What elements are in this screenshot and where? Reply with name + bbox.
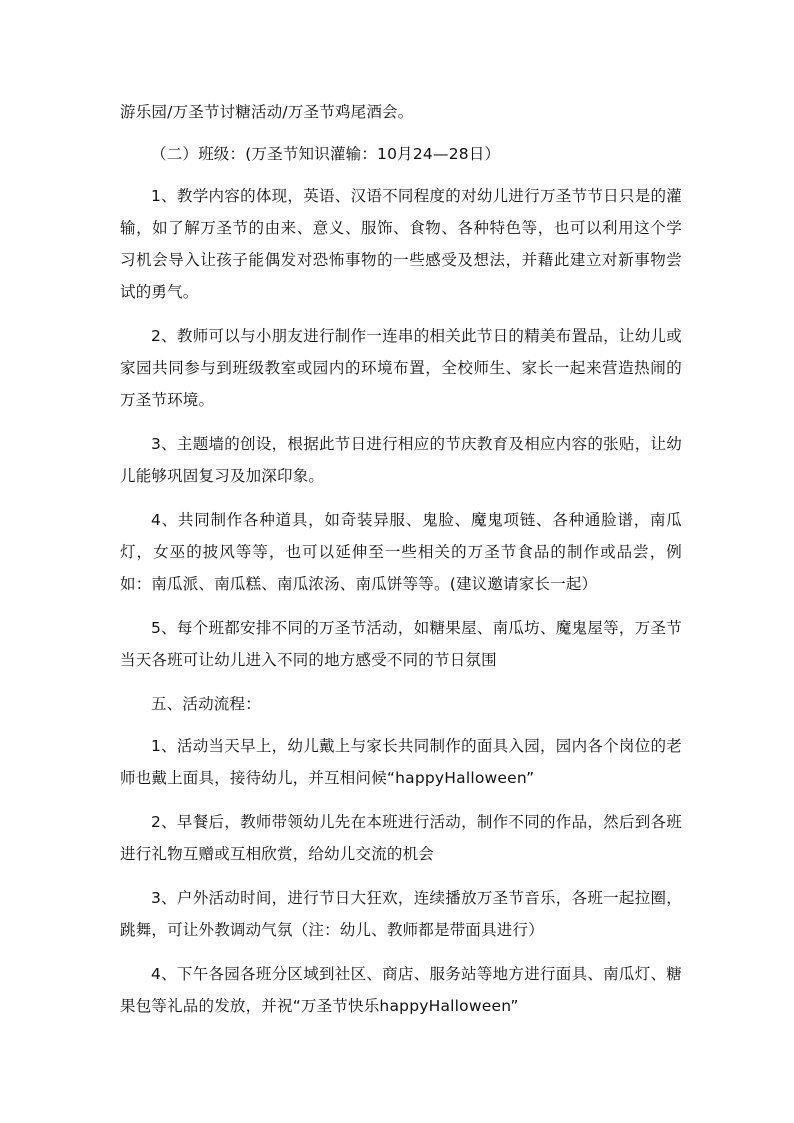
document-body bbox=[120, 96, 682, 1034]
class-item-4: 4、共同制作各种道具，如奇装异服、鬼脸、魔鬼项链、各种通脸谱，南瓜灯，女巫的披风等等，也可以延伸至一些相关的万圣节食品的制作或品尝，例如：南瓜派、南瓜糕、南瓜浓汤、南瓜饼等等。(建议邀请家长一起） bbox=[120, 511, 682, 593]
process-item-1: 1、活动当天早上，幼儿戴上与家长共同制作的面具入园，园内各个岗位的老师也戴上面具，接待幼儿，并互相问候“happyHalloween” bbox=[120, 737, 682, 787]
class-item-3: 3、主题墙的创设，根据此节日进行相应的节庆教育及相应内容的张贴，让幼儿能够巩固复习及加深印象。 bbox=[120, 435, 682, 485]
process-item-3: 3、户外活动时间，进行节日大狂欢，连续播放万圣节音乐，各班一起拉圈，跳舞，可让外教调动气氛（注：幼儿、教师都是带面具进行） bbox=[120, 889, 682, 939]
class-item-1: 1、教学内容的体现，英语、汉语不同程度的对幼儿进行万圣节节日只是的灌输，如了解万圣节的由来、意义、服饰、食物、各种特色等，也可以利用这个学习机会导入让孩子能偶发对恐怖事物的一些感受及想法，并藉此建立对新事物尝试的勇气。 bbox=[120, 187, 682, 301]
class-item-5: 5、每个班都安排不同的万圣节活动，如糖果屋、南瓜坊、魔鬼屋等，万圣节当天各班可让幼儿进入不同的地方感受不同的节日氛围 bbox=[120, 619, 682, 669]
section-heading-process: 五、活动流程： bbox=[151, 695, 261, 713]
process-item-2: 2、早餐后，教师带领幼儿先在本班进行活动，制作不同的作品，然后到各班进行礼物互赠或互相欣赏，给幼儿交流的机会 bbox=[120, 813, 682, 863]
process-item-4: 4、下午各园各班分区域到社区、商店、服务站等地方进行面具、南瓜灯、糖果包等礼品的发放，并祝“万圣节快乐happyHalloween” bbox=[120, 965, 682, 1015]
section-heading-class: （二）班级：(万圣节知识灌输：10月24—28日） bbox=[151, 145, 501, 163]
paragraph-continuation: 游乐园/万圣节讨糖活动/万圣节鸡尾酒会。 bbox=[120, 103, 414, 121]
class-item-2: 2、教师可以与小朋友进行制作一连串的相关此节日的精美布置品，让幼儿或家园共同参与到班级教室或园内的环境布置，全校师生、家长一起来营造热闹的万圣节环境。 bbox=[120, 327, 682, 409]
